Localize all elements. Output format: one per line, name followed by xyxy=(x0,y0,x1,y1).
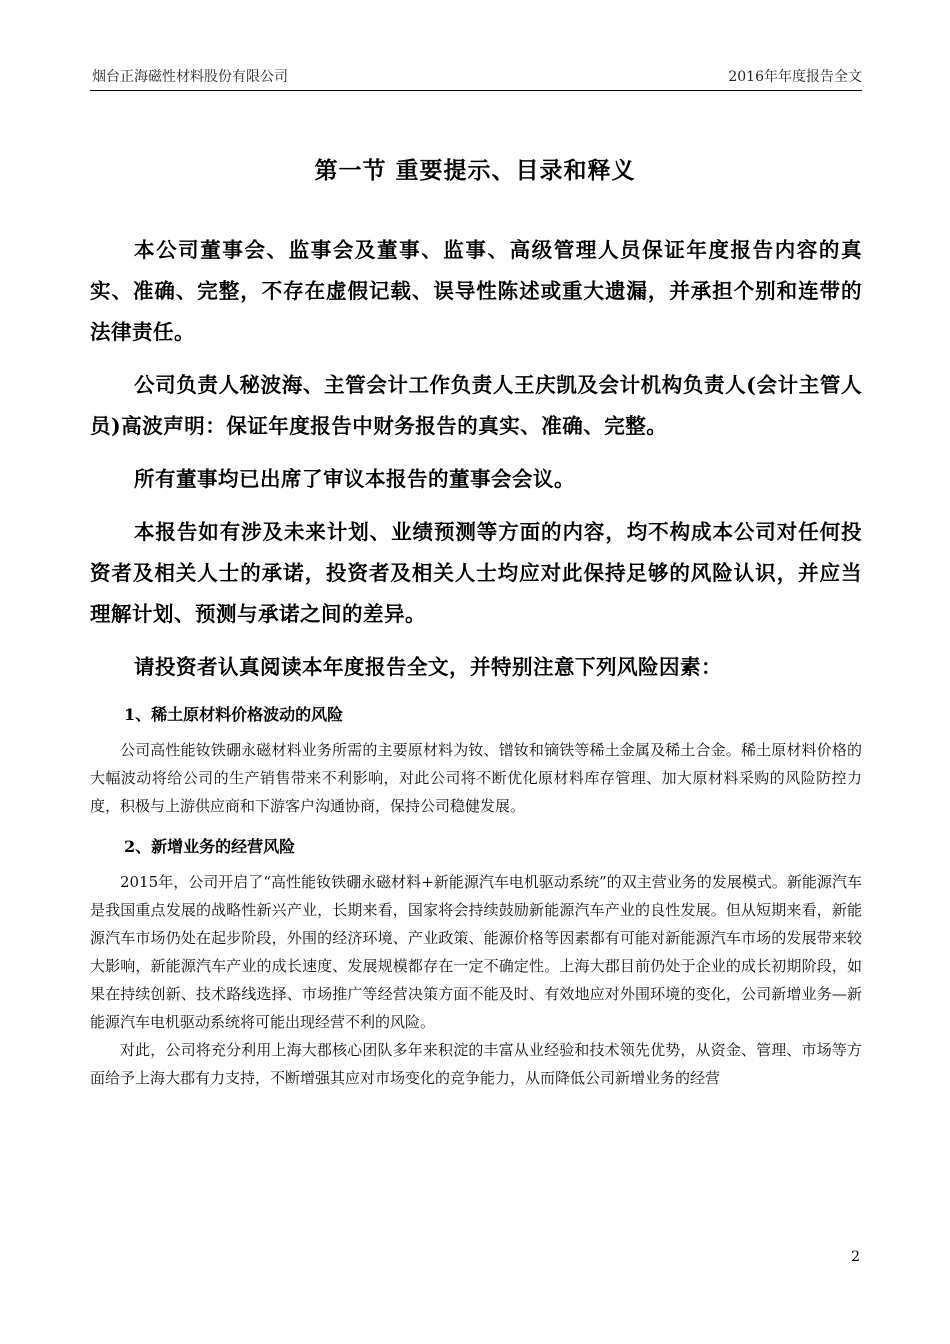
risk-text-2a: 2015年，公司开启了“高性能钕铁硼永磁材料+新能源汽车电机驱动系统”的双主营业务的发展模式。新能源汽车是我国重点发展的战略性新兴产业，长期来看，国家将会持续鼓励新能源汽车产业的良性发展。但从短期来看，新能源汽车市场仍处在起步阶段，外围的经济环境、产业政策、能源价格等因素都有可能对新能源汽车市场的发展带来较大影响，新能源汽车产业的成长速度、发展规模都存在一定不确定性。上海大郡目前仍处于企业的成长初期阶段，如果在持续创新、技术路线选择、市场推广等经营决策方面不能及时、有效地应对外围环境的变化，公司新增业务—新能源汽车电机驱动系统将可能出现经营不利的风险。 xyxy=(90,873,862,1031)
section-title: 第一节 重要提示、目录和释义 xyxy=(314,157,636,184)
risk-heading-1: 1、稀土原材料价格波动的风险 xyxy=(124,705,344,724)
paragraph-board-guarantee: 本公司董事会、监事会及董事、监事、高级管理人员保证年度报告内容的真实、准确、完整，不存在虚假记载、误导性陈述或重大遗漏，并承担个别和连带的法律责任。 xyxy=(90,238,862,344)
document-body xyxy=(90,230,862,1092)
header-divider xyxy=(90,90,862,91)
risk-text-2b: 对此，公司将充分利用上海大郡核心团队多年来积淀的丰富从业经验和技术领先优势，从资金、管理、市场等方面给予上海大郡有力支持，不断增强其应对市场变化的竞争能力，从而降低公司新增业务的经营 xyxy=(90,1041,862,1087)
paragraph-directors-attendance: 所有董事均已出席了审议本报告的董事会会议。 xyxy=(134,467,575,491)
paragraph-forward-looking: 本报告如有涉及未来计划、业绩预测等方面的内容，均不构成本公司对任何投资者及相关人士的承诺，投资者及相关人士均应对此保持足够的风险认识，并应当理解计划、预测与承诺之间的差异。 xyxy=(90,520,862,626)
risk-text-1: 公司高性能钕铁硼永磁材料业务所需的主要原材料为钕、镨钕和镝铁等稀土金属及稀土合金。稀土原材料价格的大幅波动将给公司的生产销售带来不利影响，对此公司将不断优化原材料库存管理、加大原材料采购的风险防控力度，积极与上游供应商和下游客户沟通协商，保持公司稳健发展。 xyxy=(90,741,862,815)
header-company-name: 烟台正海磁性材料股份有限公司 xyxy=(92,69,288,85)
paragraph-risk-notice: 请投资者认真阅读本年度报告全文，并特别注意下列风险因素： xyxy=(134,655,722,679)
page-number: 2 xyxy=(851,1249,860,1265)
page-header xyxy=(92,64,862,90)
risk-heading-2: 2、新增业务的经营风险 xyxy=(124,837,296,856)
paragraph-responsible-persons: 公司负责人秘波海、主管会计工作负责人王庆凯及会计机构负责人(会计主管人员)高波声明：保证年度报告中财务报告的真实、准确、完整。 xyxy=(90,373,862,438)
header-report-title: 2016年年度报告全文 xyxy=(728,69,862,85)
